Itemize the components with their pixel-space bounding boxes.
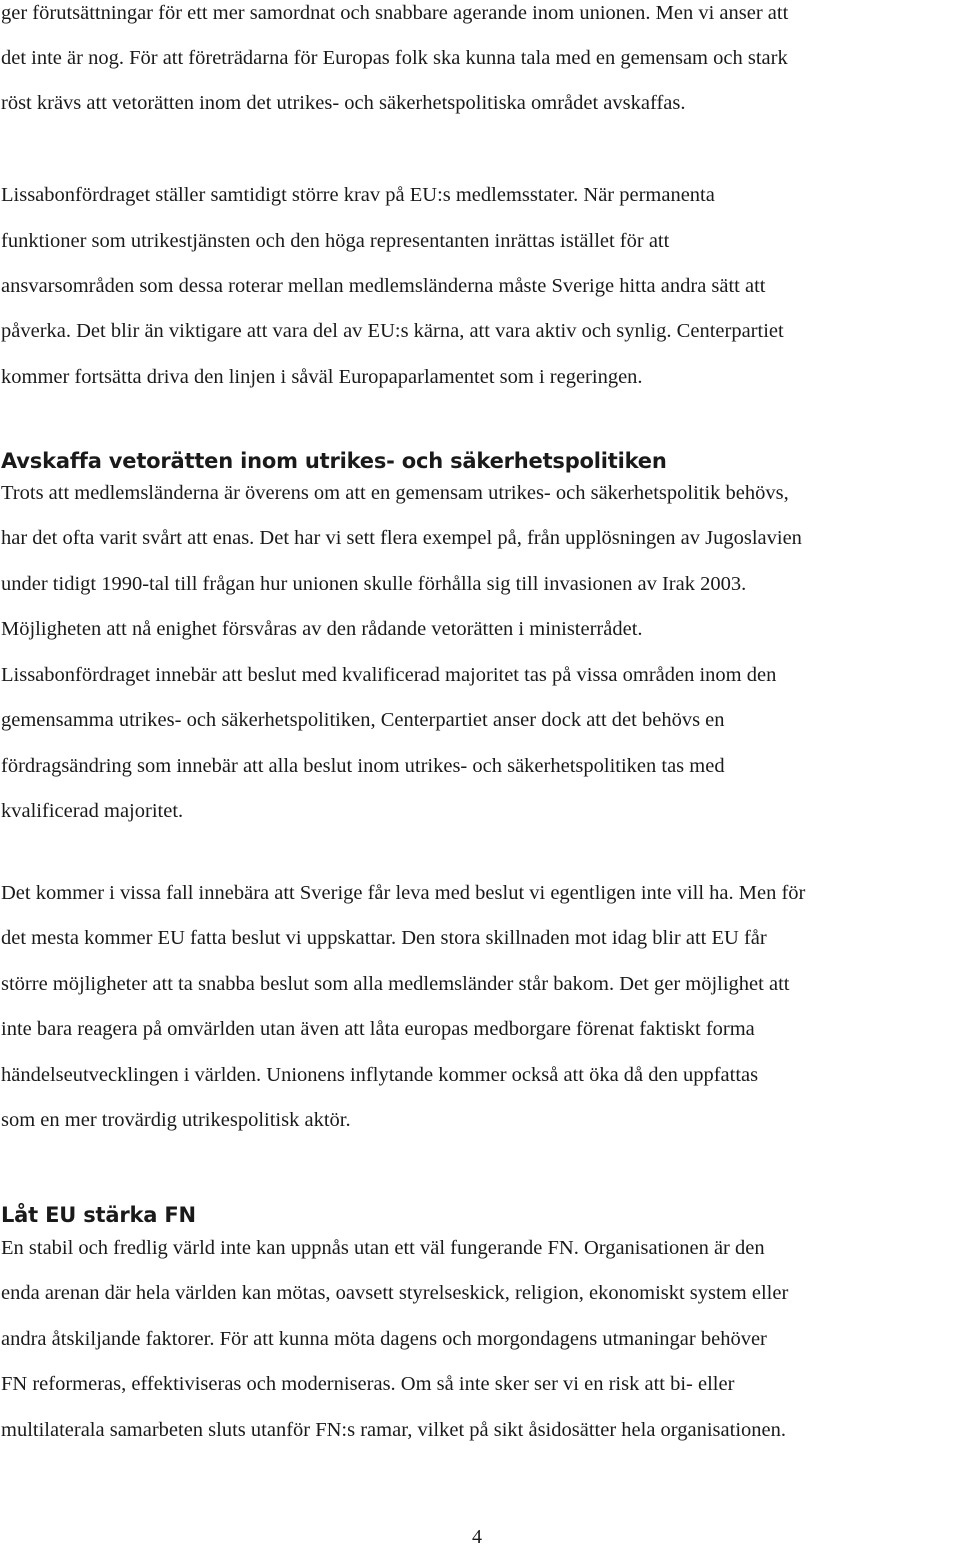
paragraph-line: gemensamma utrikes- och säkerhetspolitiken, Centerpartiet anser dock att det behövs en [1,709,725,731]
section-heading: Avskaffa vetorätten inom utrikes- och säkerhetspolitiken [1,449,667,473]
paragraph-line: röst krävs att vetorätten inom det utrikes- och säkerhetspolitiska området avskaffas. [1,92,686,114]
paragraph-line: Lissabonfördraget ställer samtidigt större krav på EU:s medlemsstater. När permanenta [1,184,715,206]
paragraph-line: ger förutsättningar för ett mer samordnat och snabbare agerande inom unionen. Men vi anser att [1,2,789,24]
paragraph-line: Lissabonfördraget innebär att beslut med kvalificerad majoritet tas på vissa områden inom den [1,664,777,686]
paragraph-line: FN reformeras, effektiviseras och moderniseras. Om så inte sker ser vi en risk att bi- eller [1,1373,735,1395]
paragraph-line: påverka. Det blir än viktigare att vara del av EU:s kärna, att vara aktiv och synlig. Centerpartiet [1,320,784,342]
paragraph-line: Trots att medlemsländerna är överens om att en gemensam utrikes- och säkerhetspolitik behövs, [1,482,789,504]
paragraph-line: som en mer trovärdig utrikespolitisk aktör. [1,1109,351,1131]
paragraph-line: multilaterala samarbeten sluts utanför FN:s ramar, vilket på sikt åsidosätter hela organisationen. [1,1419,786,1441]
paragraph-line: kommer fortsätta driva den linjen i såväl Europaparlamentet som i regeringen. [1,366,643,388]
paragraph-line: En stabil och fredlig värld inte kan uppnås utan ett väl fungerande FN. Organisationen är den [1,1237,765,1259]
page-number: 4 [472,1526,482,1548]
paragraph-line: inte bara reagera på omvärlden utan även att låta europas medborgare förenat faktiskt forma [1,1018,755,1040]
paragraph-line: händelseutvecklingen i världen. Unionens inflytande kommer också att öka då den uppfattas [1,1064,759,1086]
paragraph-line: fördragsändring som innebär att alla beslut inom utrikes- och säkerhetspolitiken tas med [1,755,725,777]
paragraph-line: ansvarsområden som dessa roterar mellan medlemsländerna måste Sverige hitta andra sätt att [1,275,766,297]
section-heading: Låt EU stärka FN [1,1203,196,1227]
paragraph-line: har det ofta varit svårt att enas. Det har vi sett flera exempel på, från upplösningen av Jugoslavien [1,527,802,549]
paragraph-line: det inte är nog. För att företrädarna för Europas folk ska kunna tala med en gemensam och stark [1,47,788,69]
paragraph-line: Det kommer i vissa fall innebära att Sverige får leva med beslut vi egentligen inte vill ha. Men för [1,882,806,904]
paragraph-line: under tidigt 1990-tal till frågan hur unionen skulle förhålla sig till invasionen av Irak 2003. [1,573,747,595]
paragraph-line: det mesta kommer EU fatta beslut vi uppskattar. Den stora skillnaden mot idag blir att EU får [1,927,767,949]
paragraph-line: funktioner som utrikestjänsten och den höga representanten inrättas istället för att [1,230,670,252]
paragraph-line: större möjligheter att ta snabba beslut som alla medlemsländer står bakom. Det ger möjlighet att [1,973,790,995]
paragraph-line: kvalificerad majoritet. [1,800,184,822]
paragraph-line: Möjligheten att nå enighet försvåras av den rådande vetorätten i ministerrådet. [1,618,643,640]
paragraph-line: enda arenan där hela världen kan mötas, oavsett styrelseskick, religion, ekonomiskt system eller [1,1282,789,1304]
paragraph-line: andra åtskiljande faktorer. För att kunna möta dagens och morgondagens utmaningar behöver [1,1328,767,1350]
